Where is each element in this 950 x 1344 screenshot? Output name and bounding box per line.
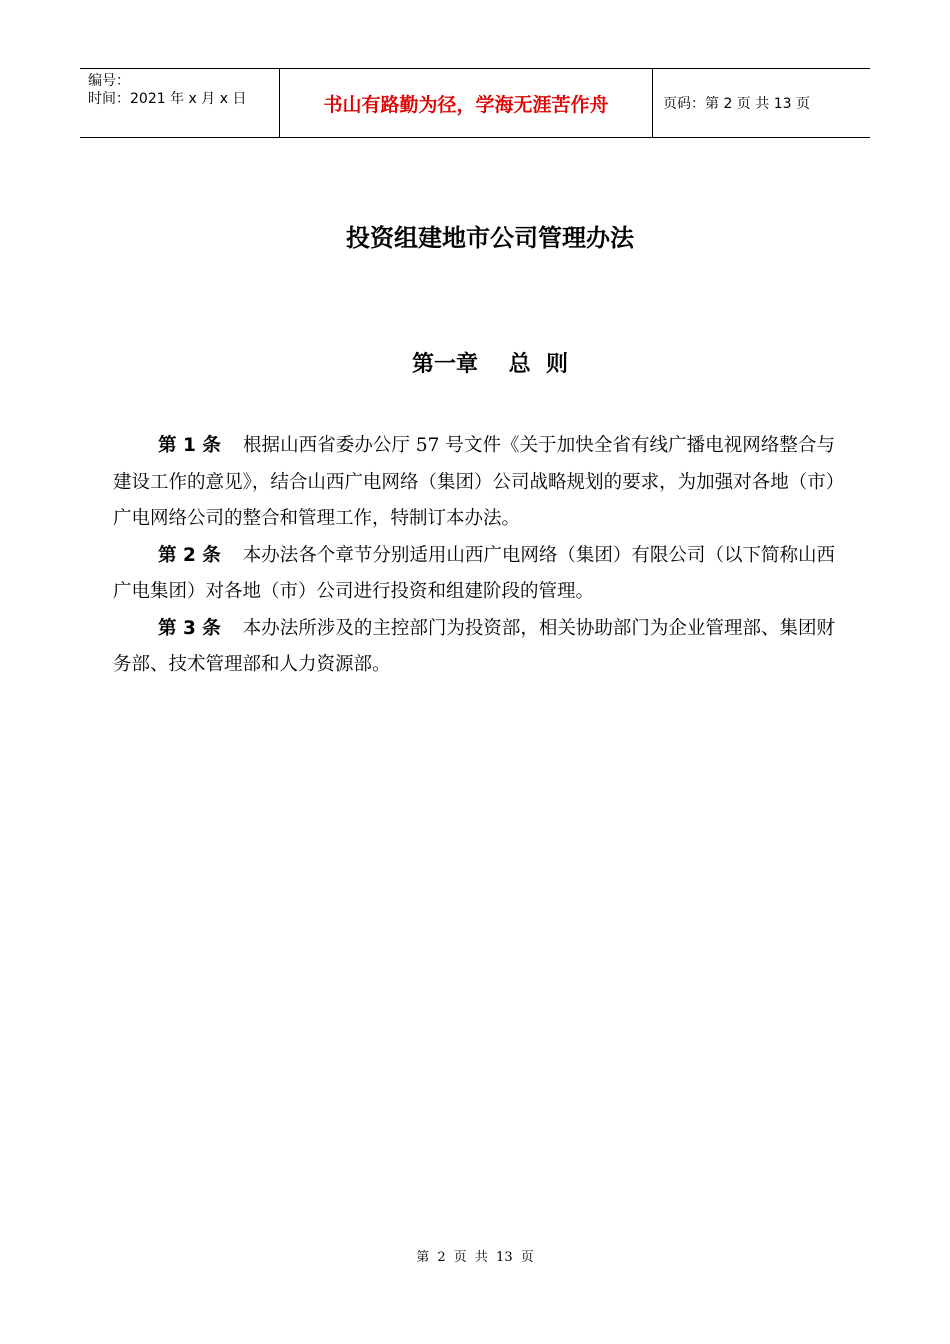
header-meta: [80, 69, 280, 137]
article-number: 第 3 条: [158, 617, 221, 639]
page-info: 页码：第 2 页 共 13 页: [663, 96, 810, 112]
article-text: 本办法各个章节分别适用山西广电网络（集团）有限公司（以下简称山西广电集团）对各地（市）公司进行投资和组建阶段的管理。: [113, 544, 835, 602]
chapter-heading: 第一章 总 则: [412, 352, 568, 377]
article-number: 第 2 条: [158, 544, 221, 566]
article-number: 第 1 条: [158, 435, 221, 456]
document-body: [113, 428, 835, 684]
article-3: [113, 611, 835, 684]
motto: 书山有路勤为径，学海无涯苦作舟: [280, 69, 653, 137]
number-label: 编号：: [88, 73, 130, 89]
document-title: 投资组建地市公司管理办法: [346, 224, 634, 252]
time-label: 时间：2021 年 x 月 x 日: [88, 91, 247, 107]
header-table: [80, 68, 870, 138]
article-text: 根据山西省委办公厅 57 号文件《关于加快全省有线广播电视网络整合与建设工作的意见》，结合山西广电网络（集团）公司战略规划的要求，为加强对各地（市）广电网络公司的整合和管理工作，特制订本办法。: [113, 435, 835, 529]
article-2: [113, 538, 835, 611]
article-1: [113, 428, 835, 538]
page-footer: 第 2 页 共 13 页: [416, 1250, 534, 1265]
article-text: 本办法所涉及的主控部门为投资部，相关协助部门为企业管理部、集团财务部、技术管理部和人力资源部。: [113, 617, 835, 675]
